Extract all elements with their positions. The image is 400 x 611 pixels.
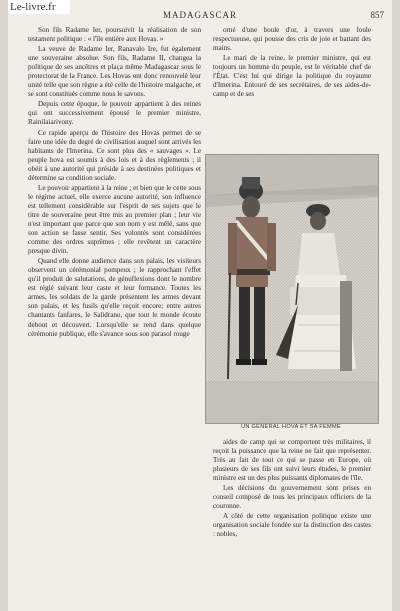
watermark-tag: Le-livre.fr — [8, 0, 70, 14]
paragraph: A côté de cette organisation politique existe une organisation sociale fondée sur la distinction des castes : nobles, — [213, 512, 371, 539]
paragraph: Quand elle donne audience dans son palais, les visiteurs observent un cérémonial pompeux ; le rapprochant l'effet qu'il produit de salutations, de génuflexions dont le nombre est réglé suivant leur caste et leur formance. Toutes les armes, les soldats de la garde présentent les armes devant son palais, et les fusils qu'elle reçoit encore; entre autres chantants fanfares, le Salidrano, que tout le monde écoute debout et découvert. Lorsqu'elle se rend dans quelque cérémonie publique, elle s'avance sous son parasol rouge — [28, 257, 201, 338]
book-page — [8, 0, 392, 611]
paragraph: orné d'une boule d'or, à travers une foule respectueuse, qui pousse des cris de joie et battant des mains. — [213, 26, 371, 53]
paragraph: La veuve de Radame Ier, Ranavalo Ire, fut également une souveraine absolue. Son fils, Radame II, changea la politique de ses ancêtres et plaça même Madagascar sous le protectorat de la France. Les Hovas ont donc renouvelé leur unité telle que son règne a été celle de l'histoire malgache, et se sont constitués comme nous le savons. — [28, 45, 201, 99]
paragraph: Le mari de la reine, le premier ministre, qui est toujours un homme du peuple, est le véritable chef de l'État. C'est lui qui dirige la politique du royaume d'Imerina. Entouré de ses secrétaires, de ses aides-de-camp et de ses — [213, 54, 371, 99]
left-column — [28, 26, 201, 340]
paragraph: Depuis cette époque, le pouvoir appartient à des reines qui ont successivement épousé le premier ministre, Rainilaiarivony. — [28, 100, 201, 127]
engraving-figure — [205, 154, 379, 424]
right-column-top — [213, 26, 371, 100]
paragraph: Le pouvoir appartient à la reine ; et bien que le cette sous le régime actuel, elle exerce aucune autorité, son influence est tellement considérable sur l'esprit de ses sujets que le titre de souveraine peut être mis au premier plan ; leur vie n'est important que parce que son nom y est mêlé, sans que son action se fasse sentir. Ses volontés sont considérées comme des ordres suprêmes ; elle revêtent un caractère presque divin. — [28, 183, 201, 256]
right-column-bottom — [213, 438, 371, 541]
page-number: 857 — [370, 10, 384, 20]
paragraph: aides de camp qui se comportent très militaires, il reçoit la puissance que la reine ne fait que représenter. Très au fait de tout ce qui se passe en Europe, où plusieurs de ses fils ont suivi leurs études, le premier ministre est un des plus puissants diplomates de l'île. — [213, 438, 371, 483]
engraving-illustration — [206, 155, 378, 423]
paragraph: Les décisions du gouvernement sont prises en conseil composé de tous les principaux officiers de la couronne. — [213, 484, 371, 511]
paragraph: Ce rapide aperçu de l'histoire des Hovas permet de se faire une idée du degré de civilisation auquel sont arrivés les habitants de l'Imerina. Ce sont plus des « sauvages ». Le peuple hova est soumis à des lois et à des règlements ; il obéit à une autorité qui préside à ses destinées politiques et détermine sa condition sociale. — [28, 128, 201, 182]
running-head: MADAGASCAR — [162, 10, 237, 20]
paragraph: Son fils Radame Ier, poursuivit la réalisation de son testament politique : « l'île entière aux Hovas. » — [28, 26, 201, 44]
figure-caption: UN GÉNÉRAL HOVA ET SA FEMME — [240, 424, 341, 430]
